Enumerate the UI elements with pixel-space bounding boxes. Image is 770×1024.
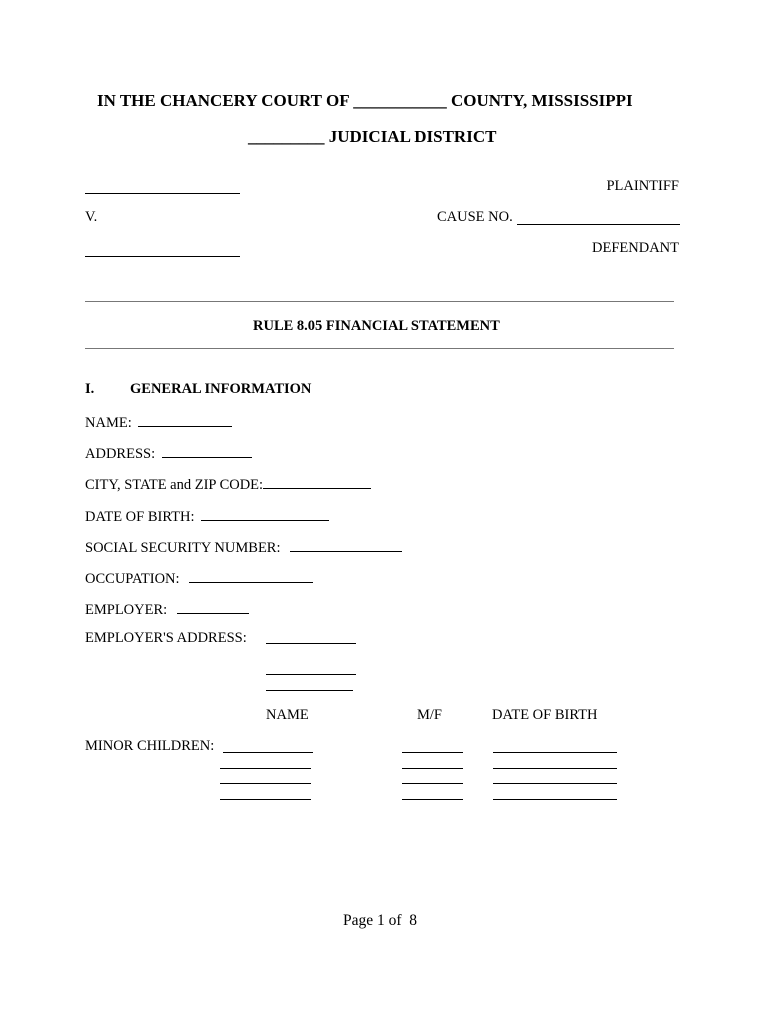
employer-address-line-3[interactable] [266, 690, 353, 691]
court-prefix: IN THE CHANCERY COURT OF [97, 91, 349, 110]
dob-field[interactable] [201, 506, 329, 521]
child-3-sex-field[interactable] [402, 783, 463, 784]
versus-label: V. [85, 209, 98, 225]
children-col-name: NAME [266, 707, 309, 723]
district-suffix: JUDICIAL DISTRICT [328, 127, 497, 146]
ssn-label: SOCIAL SECURITY NUMBER: [85, 540, 281, 556]
child-3-dob-field[interactable] [493, 783, 617, 784]
child-4-sex-field[interactable] [402, 799, 463, 800]
dob-row [85, 506, 329, 526]
county-blank[interactable]: ___________ [353, 91, 447, 110]
child-3-name-field[interactable] [220, 783, 311, 784]
employer-address-row [85, 630, 247, 647]
city-state-zip-row [85, 474, 371, 494]
city-state-zip-field[interactable] [263, 474, 371, 489]
city-state-zip-label: CITY, STATE and ZIP CODE: [85, 477, 264, 493]
child-1-name-field[interactable] [223, 752, 313, 753]
employer-address-line-1[interactable] [266, 643, 356, 644]
plaintiff-name-line[interactable] [85, 193, 240, 194]
defendant-label: DEFENDANT [592, 240, 679, 256]
name-row [85, 412, 232, 432]
dob-label: DATE OF BIRTH: [85, 509, 195, 525]
court-heading [97, 91, 633, 111]
address-row [85, 443, 252, 463]
page-number: Page 1 of 8 [343, 912, 418, 929]
defendant-name-line[interactable] [85, 256, 240, 257]
employer-field[interactable] [177, 599, 249, 614]
child-2-name-field[interactable] [220, 768, 311, 769]
ssn-field[interactable] [290, 537, 402, 552]
minor-children-label: MINOR CHILDREN: [85, 738, 215, 754]
occupation-field[interactable] [189, 568, 313, 583]
children-col-dob: DATE OF BIRTH [492, 707, 598, 723]
title-top-rule [85, 301, 674, 302]
child-4-dob-field[interactable] [493, 799, 617, 800]
child-2-sex-field[interactable] [402, 768, 463, 769]
document-title: RULE 8.05 FINANCIAL STATEMENT [253, 318, 500, 334]
children-col-sex: M/F [417, 707, 442, 723]
address-label: ADDRESS: [85, 446, 156, 462]
section-number: I. [85, 381, 95, 397]
title-bottom-rule [85, 348, 674, 349]
occupation-row [85, 568, 313, 588]
ssn-row [85, 537, 402, 557]
cause-number-line[interactable] [517, 224, 680, 225]
child-2-dob-field[interactable] [493, 768, 617, 769]
child-1-sex-field[interactable] [402, 752, 463, 753]
name-label: NAME: [85, 415, 132, 431]
employer-address-line-2[interactable] [266, 674, 356, 675]
court-suffix: COUNTY, MISSISSIPPI [450, 91, 633, 110]
section-title: GENERAL INFORMATION [130, 381, 312, 397]
name-field[interactable] [138, 412, 232, 427]
district-heading [248, 127, 496, 147]
cause-number-label: CAUSE NO. [437, 209, 513, 225]
child-1-dob-field[interactable] [493, 752, 617, 753]
address-field[interactable] [162, 443, 252, 458]
employer-row [85, 599, 249, 619]
occupation-label: OCCUPATION: [85, 571, 180, 587]
employer-address-label: EMPLOYER'S ADDRESS: [85, 630, 247, 646]
plaintiff-label: PLAINTIFF [606, 178, 679, 194]
child-4-name-field[interactable] [220, 799, 311, 800]
employer-label: EMPLOYER: [85, 602, 168, 618]
district-blank[interactable]: _________ [248, 127, 325, 146]
